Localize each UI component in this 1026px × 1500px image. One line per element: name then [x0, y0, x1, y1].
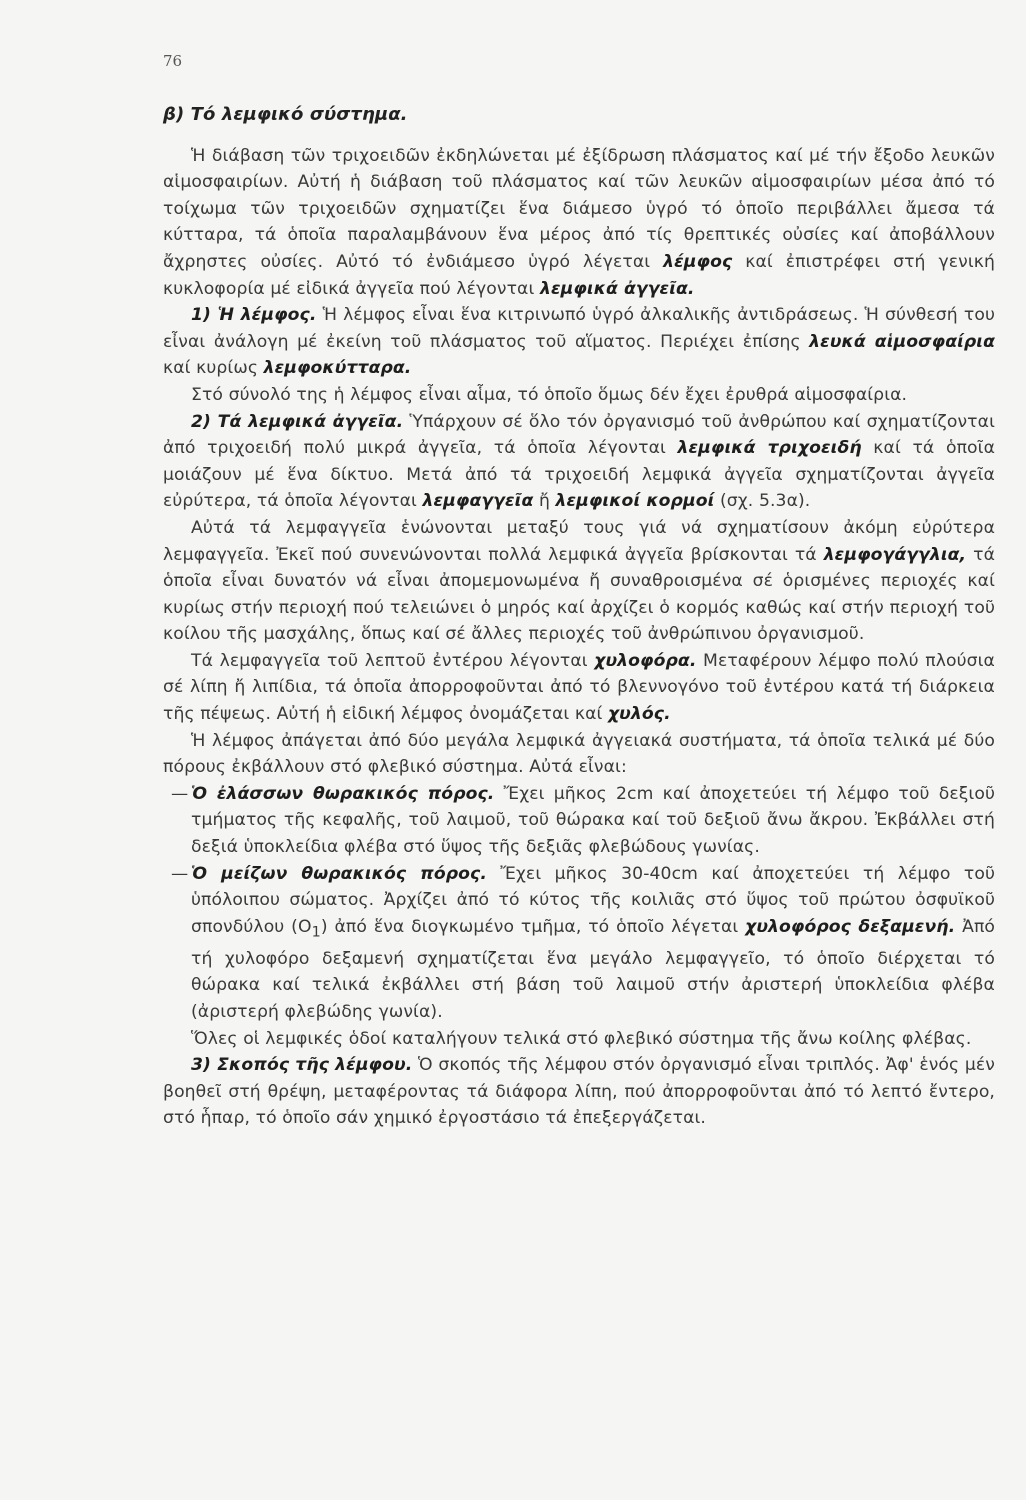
subsection-2-paragraph-2: Αὐτά τά λεμφαγγεῖα ἑνώνονται μεταξύ τους γιά νά σχηματίσουν ἀκόμη εὐρύτερα λεμφαγγεῖα. Ἐκεῖ πού συνενώνονται πολλά λεμφικά ἀγγεῖα βρίσκονται τά λεμφογάγγλια, τά ὁποῖα εἶναι δυνατόν νά εἶναι ἀπομεμονωμένα ἤ συναθροισμένα σέ ὁρισμένες περιοχές καί κυρίως στήν περιοχή πού τελειώνει ὁ μηρός καί ἀρχίζει ὁ κορμός καθώς καί στήν περιοχή τοῦ κοίλου τῆς μασχάλης, ὅπως καί σέ ἄλλες περιοχές τοῦ ἀνθρώπινου ὀργανισμοῦ.	[163, 517, 995, 645]
term-chylofóros-dexameni: χυλοφόρος δεξαμενή.	[745, 916, 956, 937]
subsection-2-paragraph-5: Ὅλες οἱ λεμφικές ὁδοί καταλήγουν τελικά στό φλεβικό σύστημα τῆς ἄνω κοίλης φλέβας.	[191, 1028, 972, 1049]
term-lemfogagglia: λεμφογάγγλια,	[823, 544, 967, 565]
term-chylos: χυλός.	[608, 704, 671, 725]
term-chylofora: χυλοφόρα.	[594, 650, 697, 671]
page-content	[163, 102, 995, 1132]
term-lemfikoi-kormoi: λεμφικοί κορμοί	[555, 491, 715, 512]
term-leuka-aimosfairia: λευκά αἱμοσφαίρια	[809, 331, 996, 352]
dash-bullet: —	[171, 783, 189, 804]
subsection-1-paragraph-2: Στό σύνολό της ἡ λέμφος εἶναι αἷμα, τό ὁποῖο ὅμως δέν ἔχει ἐρυθρά αἱμοσφαίρια.	[191, 384, 908, 405]
term-lemfika-aggeia: λεμφικά ἀγγεῖα.	[539, 278, 695, 299]
list-item-meizon-poros: — Ὁ μείζων θωρακικός πόρος. Ἔχει μῆκος 30-40cm καί ἀποχετεύει τή λέμφο τοῦ ὑπόλοιπου σώματος. Ἀρχίζει ἀπό τό κύτος τῆς κοιλιᾶς στό ὕψος τοῦ πρώτου ὀσφυϊκοῦ σπονδύλου $(O_1)$ ἀπό ἕνα διογκωμένο τμῆμα, τό ὁποῖο λέγεται χυλοφόρος δεξαμενή. Ἀπό τή χυλοφόρο δεξαμενή σχηματίζεται ἕνα μεγάλο λεμφαγγεῖο, τό ὁποῖο διέρχεται τό θώρακα καί τελικά ἐκβάλλει στή βάση τοῦ λαιμοῦ στήν ἀριστερή ὑποκλείδια φλέβα (ἀριστερή φλεβώδης γωνία).	[163, 861, 995, 1026]
dash-bullet: —	[171, 863, 189, 884]
page-number: 76	[163, 52, 183, 70]
term-meizon-thorakikos-poros: Ὁ μείζων θωρακικός πόρος.	[191, 863, 487, 884]
subsection-1-heading: 1) Ἡ λέμφος.	[191, 305, 317, 326]
subscript: 1	[311, 924, 321, 941]
subsection-2-heading: 2) Τά λεμφικά ἀγγεῖα.	[191, 411, 404, 432]
subsection-2-paragraph: 2) Τά λεμφικά ἀγγεῖα. Ὑπάρχουν σέ ὅλο τόν ὀργανισμό τοῦ ἀνθρώπου καί σχηματίζονται ἀπό τριχοειδή πολύ μικρά ἀγγεῖα, τά ὁποῖα λέγονται λεμφικά τριχοειδή καί τά ὁποῖα μοιάζουν μέ ἕνα δίκτυο. Μετά ἀπό τά τριχοειδή λεμφικά ἀγγεῖα σχηματίζονται ἀγγεῖα εὐρύτερα, τά ὁποῖα λέγονται λεμφαγγεῖα ἤ λεμφικοί κορμοί (σχ. 5.3α).	[163, 411, 995, 512]
subsection-3-heading: 3) Σκοπός τῆς λέμφου.	[191, 1055, 413, 1076]
section-title: β) Τό λεμφικό σύστημα.	[163, 104, 408, 125]
subsection-2-paragraph-4: Ἡ λέμφος ἀπάγεται ἀπό δύο μεγάλα λεμφικά ἀγγειακά συστήματα, τά ὁποῖα τελικά μέ δύο πόρους ἐκβάλλουν στό φλεβικό σύστημα. Αὐτά εἶναι:	[163, 730, 995, 778]
term-lemfika-trichoeidi: λεμφικά τριχοειδή	[677, 438, 862, 459]
intro-paragraph: Ἡ διάβαση τῶν τριχοειδῶν ἐκδηλώνεται μέ ἐξίδρωση πλάσματος καί μέ τήν ἔξοδο λευκῶν αἱμοσφαιρίων. Αὐτή ἡ διάβαση τοῦ πλάσματος καί τῶν λευκῶν αἱμοσφαιρίων μέσα ἀπό τό τοίχωμα τῶν τριχοειδῶν σχηματίζει ἕνα διάμεσο ὑγρό τό ὁποῖο περιβάλλει ἄμεσα τά κύτταρα, τά ὁποῖα παραλαμβάνουν ἕνα μέρος ἀπό τίς θρεπτικές οὐσίες καί ἀποβάλλουν ἄχρηστες οὐσίες. Αὐτό τό ἐνδιάμεσο ὑγρό λέγεται λέμφος καί ἐπιστρέφει στή γενική κυκλοφορία μέ εἰδικά ἀγγεῖα πού λέγονται λεμφικά ἀγγεῖα.	[163, 145, 995, 299]
subsection-3-paragraph: 3) Σκοπός τῆς λέμφου. Ὁ σκοπός τῆς λέμφου στόν ὀργανισμό εἶναι τριπλός. Ἀφ' ἑνός μέν βοηθεῖ στή θρέψη, μεταφέροντας τά διάφορα λίπη, πού ἀπορροφοῦνται ἀπό τό λεπτό ἔντερο, στό ἧπαρ, τό ὁποῖο σάν χημικό ἐργοστάσιο τά ἐπεξεργάζεται.	[163, 1055, 996, 1129]
term-lemfokyttara: λεμφοκύτταρα.	[263, 358, 412, 379]
term-lemfaggeia: λεμφαγγεῖα	[422, 491, 534, 512]
list-item-elasson-poros: — Ὁ ἐλάσσων θωρακικός πόρος. Ἔχει μῆκος 2cm καί ἀποχετεύει τή λέμφο τοῦ δεξιοῦ τμήματος τῆς κεφαλῆς, τοῦ λαιμοῦ, τοῦ θώρακα καί τοῦ δεξιοῦ ἄνω ἄκρου. Ἐκβάλλει στή δεξιά ὑποκλείδια φλέβα στό ὕψος τῆς δεξιᾶς φλεβώδους γωνίας.	[163, 781, 995, 861]
term-elasson-thorakikos-poros: Ὁ ἐλάσσων θωρακικός πόρος.	[191, 783, 495, 804]
subsection-1-paragraph: 1) Ἡ λέμφος. Ἡ λέμφος εἶναι ἕνα κιτρινωπό ὑγρό ἀλκαλικῆς ἀντιδράσεως. Ἡ σύνθεσή του εἶναι ἀνάλογη μέ ἐκείνη τοῦ πλάσματος τοῦ αἵματος. Περιέχει ἐπίσης λευκά αἱμοσφαίρια καί κυρίως λεμφοκύτταρα.	[163, 305, 996, 379]
subsection-2-paragraph-3: Τά λεμφαγγεῖα τοῦ λεπτοῦ ἐντέρου λέγονται χυλοφόρα. Μεταφέρουν λέμφο πολύ πλούσια σέ λίπη ἤ λιπίδια, τά ὁποῖα ἀπορροφοῦνται ἀπό τό βλεννογόνο τοῦ ἐντέρου κατά τή διάρκεια τῆς πέψεως. Αὐτή ἡ εἰδική λέμφος ὀνομάζεται καί χυλός.	[163, 650, 995, 725]
term-lemfos: λέμφος	[663, 251, 733, 272]
